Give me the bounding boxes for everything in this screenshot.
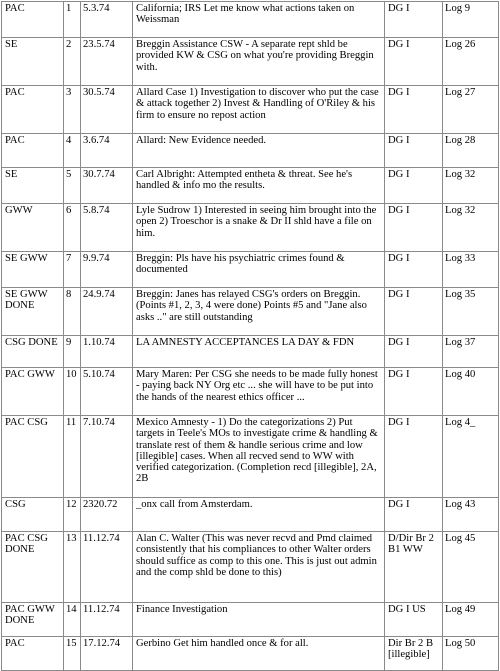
log-cell: Log 35 (443, 288, 499, 336)
from-cell: DG I (385, 134, 443, 168)
to-cell: CSG (2, 498, 64, 532)
to-cell: PAC (2, 637, 64, 671)
number-cell: 12 (64, 498, 81, 532)
to-cell: PAC GWW (2, 368, 64, 416)
from-cell: DG I (385, 38, 443, 86)
date-cell: 3.6.74 (81, 134, 133, 168)
to-cell: PAC (2, 134, 64, 168)
content-cell: Mary Maren: Per CSG she needs to be made fully honest - paying back NY Org etc ... she will have to be put into the hands of the nearest ethics officer ... (133, 368, 385, 416)
number-cell: 15 (64, 637, 81, 671)
table-row (2, 532, 499, 603)
from-cell: DG I (385, 498, 443, 532)
log-cell: Log 43 (443, 498, 499, 532)
number-cell: 14 (64, 603, 81, 637)
date-cell: 11.12.74 (81, 532, 133, 603)
from-cell: DG I (385, 288, 443, 336)
content-cell: Alan C. Walter (This was never recvd and Pmd claimed consistently that his compliances to other Walter orders should suffice as comp to this one. This is just out admin and the comp shld be done to this) (133, 532, 385, 603)
date-cell: 17.12.74 (81, 637, 133, 671)
date-cell: 5.10.74 (81, 368, 133, 416)
from-cell: DG I (385, 2, 443, 38)
number-cell: 1 (64, 2, 81, 38)
date-cell: 30.5.74 (81, 86, 133, 134)
log-cell: Log 49 (443, 603, 499, 637)
to-cell: CSG DONE (2, 336, 64, 368)
to-cell: SE GWW (2, 252, 64, 288)
date-cell: 9.9.74 (81, 252, 133, 288)
to-cell: SE (2, 168, 64, 204)
table-row (2, 368, 499, 416)
content-cell: Mexico Amnesty - 1) Do the categorizations 2) Put targets in Teele's MOs to investigate crime & handling & translate rest of them & handle serious crime and low [illegible] cases. When all recved send to WW with verified categorization. (Completion recd [illegible], 2A, 2B (133, 416, 385, 498)
log-cell: Log 32 (443, 168, 499, 204)
from-cell: DG I (385, 252, 443, 288)
number-cell: 9 (64, 336, 81, 368)
number-cell: 6 (64, 204, 81, 252)
table-row (2, 416, 499, 498)
from-cell: DG I US (385, 603, 443, 637)
table-row (2, 252, 499, 288)
to-cell: PAC CSG (2, 416, 64, 498)
to-cell: PAC GWW DONE (2, 603, 64, 637)
date-cell: 23.5.74 (81, 38, 133, 86)
content-cell: _onx call from Amsterdam. (133, 498, 385, 532)
log-cell: Log 9 (443, 2, 499, 38)
content-cell: Allard: New Evidence needed. (133, 134, 385, 168)
to-cell: SE GWW DONE (2, 288, 64, 336)
to-cell: GWW (2, 204, 64, 252)
to-cell: PAC CSG DONE (2, 532, 64, 603)
content-cell: Carl Albright: Attempted entheta & threat. See he's handled & info mo the results. (133, 168, 385, 204)
number-cell: 4 (64, 134, 81, 168)
table-row (2, 204, 499, 252)
log-cell: Log 28 (443, 134, 499, 168)
content-cell: Breggin: Janes has relayed CSG's orders on Breggin. (Points #1, 2, 3, 4 were done) Points #5 and "Jane also asks .." are still outstanding (133, 288, 385, 336)
number-cell: 2 (64, 38, 81, 86)
content-cell: LA AMNESTY ACCEPTANCES LA DAY & FDN (133, 336, 385, 368)
date-cell: 30.7.74 (81, 168, 133, 204)
content-cell: Allard Case 1) Investigation to discover who put the case & attack together 2) Invest & Handling of O'Riley & his firm to ensure no repost action (133, 86, 385, 134)
date-cell: 11.12.74 (81, 603, 133, 637)
content-cell: Lyle Sudrow 1) Interested in seeing him brought into the open 2) Troeschor is a snake & Dr II shld have a file on him. (133, 204, 385, 252)
table-row (2, 336, 499, 368)
date-cell: 5.8.74 (81, 204, 133, 252)
table-row (2, 603, 499, 637)
table-row (2, 38, 499, 86)
log-cell: Log 50 (443, 637, 499, 671)
table-row (2, 288, 499, 336)
log-cell: Log 4_ (443, 416, 499, 498)
content-cell: Gerbino Get him handled once & for all. (133, 637, 385, 671)
orders-log-body (2, 2, 499, 671)
log-cell: Log 33 (443, 252, 499, 288)
log-cell: Log 26 (443, 38, 499, 86)
log-cell: Log 45 (443, 532, 499, 603)
log-cell: Log 40 (443, 368, 499, 416)
table-row (2, 86, 499, 134)
number-cell: 5 (64, 168, 81, 204)
date-cell: 1.10.74 (81, 336, 133, 368)
to-cell: PAC (2, 2, 64, 38)
date-cell: 24.9.74 (81, 288, 133, 336)
number-cell: 10 (64, 368, 81, 416)
content-cell: California; IRS Let me know what actions taken on Weissman (133, 2, 385, 38)
number-cell: 11 (64, 416, 81, 498)
number-cell: 3 (64, 86, 81, 134)
table-row (2, 134, 499, 168)
to-cell: PAC (2, 86, 64, 134)
from-cell: DG I (385, 368, 443, 416)
number-cell: 7 (64, 252, 81, 288)
from-cell: DG I (385, 86, 443, 134)
date-cell: 2320.72 (81, 498, 133, 532)
number-cell: 13 (64, 532, 81, 603)
content-cell: Finance Investigation (133, 603, 385, 637)
content-cell: Breggin Assistance CSW - A separate rept shld be provided KW & CSG on what you're providing Breggin with. (133, 38, 385, 86)
orders-log-table (1, 1, 499, 671)
from-cell: DG I (385, 168, 443, 204)
table-row (2, 168, 499, 204)
from-cell: Dir Br 2 B [illegible] (385, 637, 443, 671)
table-row (2, 2, 499, 38)
date-cell: 7.10.74 (81, 416, 133, 498)
from-cell: D/Dir Br 2 B1 WW (385, 532, 443, 603)
log-cell: Log 32 (443, 204, 499, 252)
from-cell: DG I (385, 336, 443, 368)
table-row (2, 637, 499, 671)
log-cell: Log 27 (443, 86, 499, 134)
table-row (2, 498, 499, 532)
number-cell: 8 (64, 288, 81, 336)
to-cell: SE (2, 38, 64, 86)
date-cell: 5.3.74 (81, 2, 133, 38)
content-cell: Breggin: Pls have his psychiatric crimes found & documented (133, 252, 385, 288)
from-cell: DG I (385, 416, 443, 498)
log-cell: Log 37 (443, 336, 499, 368)
from-cell: DG I (385, 204, 443, 252)
